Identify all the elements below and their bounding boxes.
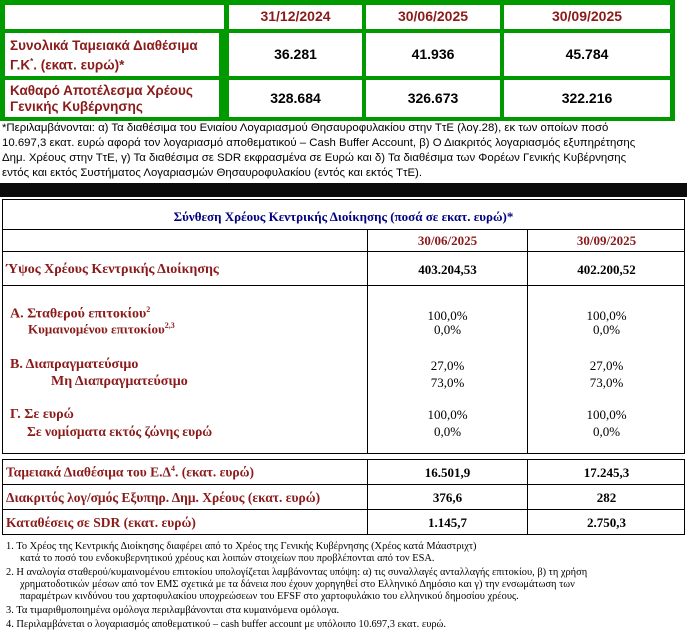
row-cash-label-line2: Γ.Κ xyxy=(10,57,31,73)
row-debt-label-line1: Καθαρό Αποτέλεσμα Χρέους xyxy=(10,83,193,98)
row-cash-label-line1: Συνολικά Ταμειακά Διαθέσιμα xyxy=(10,38,198,53)
header-date-1: 31/12/2024 xyxy=(229,5,362,29)
top-footnote-line: *Περιλαμβάνονται: α) Τα διαθέσιμα του Ενιαίου Λογαριασμού Θησαυροφυλακίου στην ΤτΕ (λογ.28), εκ των οποίων ποσό xyxy=(2,122,609,134)
floating-rate-sup: 2,3 xyxy=(164,321,175,330)
non-tradable-value-1: 73,0% xyxy=(430,375,465,390)
top-footnote-line: Δημ. Χρέους στην ΤτΕ, γ) Τα διαθέσιμα σε SDR εκφρασμένα σε Ευρώ και δ) Τα διαθέσιμα των Φορέων Γενικής Κυβέρνησης xyxy=(2,152,627,164)
footnote-line: κατά το ποσό του ενδοκυβερνητικού χρέους και λοιπών στοιχείων που προβλέπονται από τον ESA. xyxy=(20,553,435,564)
floating-rate-label-text: Κυμαινομένου επιτοκίου xyxy=(28,321,165,337)
tradable-value-2: 27,0% xyxy=(589,358,624,373)
divider xyxy=(2,484,685,485)
footnote-line: χρηματοδοτικών μέσων από τον ΕΜΣ σχετικά με τα δάνεια που έχουν χορηγηθεί στο Ελληνικό Δημόσιο και γ) την ενσωμάτωση των xyxy=(20,579,575,590)
row-cash-label xyxy=(5,33,219,76)
debt-header-date-2: 30/09/2025 xyxy=(576,233,637,248)
top-footnote-line: εντός και εκτός Συστήματος Λογαριασμών Θησαυροφυλακίου (εντός και εκτός ΤτΕ). xyxy=(2,167,423,179)
treasury-cash-sup: 4 xyxy=(171,464,176,473)
top-footnote-line: 10.697,3 εκατ. ευρώ αφορά τον λογαριασμό αποθεματικού – Cash Buffer Account, β) Ο Διακριτός λογαριασμός εξυπηρέτησης xyxy=(2,137,636,149)
footnote-line: 3. Τα τιμαριθμοποιημένα ομόλογα περιλαμβάνονται στα κυμαινόμενα ομόλογα. xyxy=(6,605,340,616)
general-government-table xyxy=(0,0,687,121)
sdr-deposits-value-1: 1.145,7 xyxy=(428,515,467,530)
non-euro-label: Σε νομίσματα εκτός ζώνης ευρώ xyxy=(27,424,213,439)
debt-total-value-2: 402.200,52 xyxy=(577,262,636,277)
row-debt-label xyxy=(5,80,219,117)
treasury-cash-label-rest: . (εκατ. ευρώ) xyxy=(175,464,255,480)
non-tradable-label: Μη Διαπραγματεύσιμο xyxy=(51,374,188,389)
row-cash-label-sup: * xyxy=(30,57,34,66)
non-euro-value-2: 0,0% xyxy=(592,424,621,439)
debt-header-date-1: 30/06/2025 xyxy=(417,233,478,248)
fixed-rate-label-text: Α. Σταθερού επιτοκίου xyxy=(10,306,147,322)
non-euro-value-1: 0,0% xyxy=(433,424,462,439)
debt-service-account-label: Διακριτός λογ/σμός Εξυπηρ. Δημ. Χρέους (εκατ. ευρώ) xyxy=(6,490,321,505)
euro-value-2: 100,0% xyxy=(586,407,627,422)
floating-rate-value-2: 0,0% xyxy=(592,322,621,337)
row-cash-value-2: 41.936 xyxy=(366,33,500,76)
footnote-line: παραμέτρων κινδύνου του χαρτοφυλακίου υποχρεώσεων του EFSF στο χαρτοφυλάκιο του ελληνικού δημοσίου χρέους. xyxy=(20,591,519,602)
divider xyxy=(2,285,685,286)
floating-rate-value-1: 0,0% xyxy=(433,322,462,337)
treasury-cash-value-1: 16.501,9 xyxy=(424,465,471,480)
row-debt-label-line2: Γενικής Κυβέρνησης xyxy=(10,99,143,114)
footnote-line: 2. Η αναλογία σταθερού/κυμαινομένου επιτοκίου υπολογίζεται λαμβάνοντας υπόψη: α) τις συναλλαγές ανταλλαγής επιτοκίου, β) τη χρήση xyxy=(6,567,588,578)
tradable-label: Β. Διαπραγματεύσιμο xyxy=(10,357,139,372)
row-cash-value-1: 36.281 xyxy=(229,33,362,76)
divider xyxy=(2,251,685,252)
treasury-cash-label xyxy=(6,464,254,481)
debt-total-value-1: 403.204,53 xyxy=(418,262,477,277)
footnote-line: 1. Το Χρέος της Κεντρικής Διοίκησης διαφέρει από το Χρέος της Γενικής Κυβέρνησης (Χρέος κατά Μάαστριχτ) xyxy=(6,541,477,552)
sdr-deposits-value-2: 2.750,3 xyxy=(587,515,626,530)
debt-table-title: Σύνθεση Χρέους Κεντρικής Διοίκησης (ποσά σε εκατ. ευρώ)* xyxy=(173,209,514,224)
tradable-value-1: 27,0% xyxy=(430,358,465,373)
sdr-deposits-label: Καταθέσεις σε SDR (εκατ. ευρώ) xyxy=(6,515,196,530)
top-footnote xyxy=(2,121,685,181)
header-empty-cell xyxy=(5,5,224,29)
debt-service-account-value-1: 376,6 xyxy=(432,490,463,505)
fixed-rate-value-2: 100,0% xyxy=(586,308,627,323)
section-divider xyxy=(0,183,687,197)
euro-value-1: 100,0% xyxy=(427,407,468,422)
divider xyxy=(2,509,685,510)
right-margin xyxy=(675,0,687,121)
fixed-rate-label xyxy=(10,305,150,323)
row-cash-label-line2-rest: . (εκατ. ευρώ)* xyxy=(33,57,125,73)
fixed-rate-sup: 2 xyxy=(146,305,151,314)
treasury-cash-value-2: 17.245,3 xyxy=(583,465,630,480)
divider xyxy=(2,229,685,230)
row-debt-value-2: 326.673 xyxy=(366,80,500,117)
header-date-3: 30/09/2025 xyxy=(504,5,670,29)
floating-rate-label xyxy=(28,321,175,337)
euro-label: Γ. Σε ευρώ xyxy=(10,407,74,422)
debt-service-account-value-2: 282 xyxy=(596,490,617,505)
fixed-rate-value-1: 100,0% xyxy=(427,308,468,323)
row-debt-value-1: 328.684 xyxy=(229,80,362,117)
row-debt-value-3: 322.216 xyxy=(504,80,670,117)
treasury-cash-label-text: Ταμειακά Διαθέσιμα του Ε.Δ xyxy=(6,464,172,480)
debt-total-label: Ύψος Χρέους Κεντρικής Διοίκησης xyxy=(6,262,219,277)
footnote-line: 4. Περιλαμβάνεται ο λογαριασμός αποθεματικού – cash buffer account με υπόλοιπο 10.697,3 εκατ. ευρώ. xyxy=(6,619,446,630)
header-date-2: 30/06/2025 xyxy=(366,5,500,29)
non-tradable-value-2: 73,0% xyxy=(589,375,624,390)
row-cash-value-3: 45.784 xyxy=(504,33,670,76)
